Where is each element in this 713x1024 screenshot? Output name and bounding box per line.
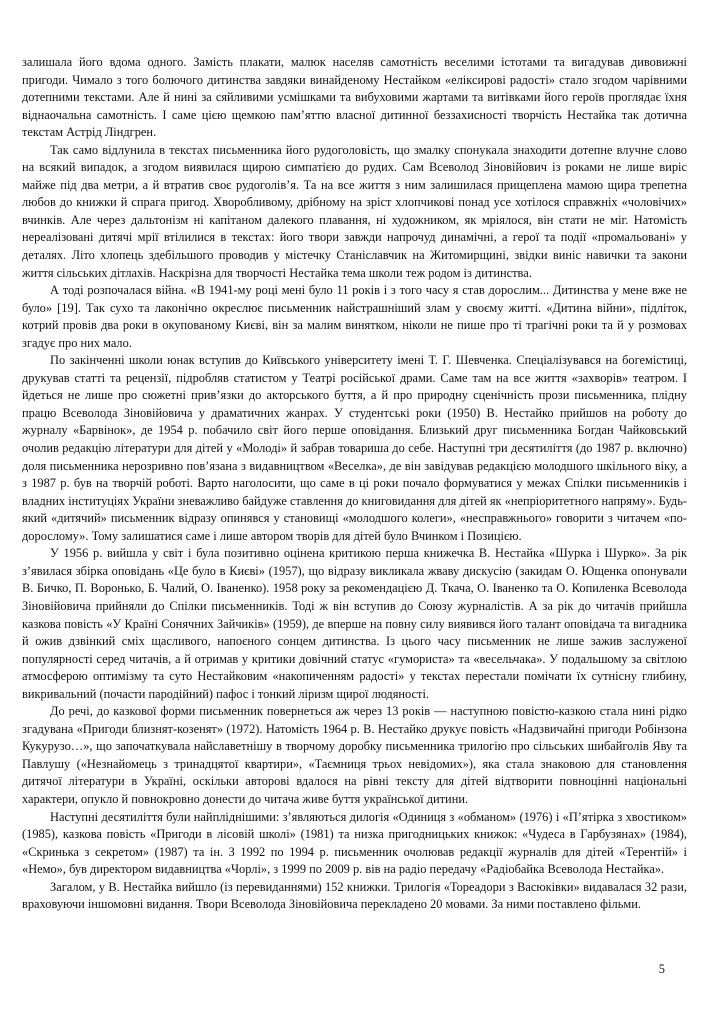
paragraph-7: Наступні десятиліття були найпліднішими: з’являються дилогія «Одиниця з «обманом» (1976) і «П’ятірка з хвостиком» (1985), казкова повість «Пригоди в лісовій школі» (1981) та низка пригодницьких книжок: «Чудеса в Гарбузянах» (1984), «Скринька з секретом» (1987) та ін. З 1992 по 1994 р. письменник очолював редакції журналів для дітей «Терентій» і «Немо», був директором видавництва «Чорлі», з 1999 по 2009 р. вів на радіо передачу «Радіобайка Всеволода Нестайка». (22, 809, 687, 877)
paragraph-5: У 1956 р. вийшла у світ і була позитивно оцінена критикою перша книжечка В. Нестайка «Шурка і Шурко». За рік з’явилася збірка оповідань «Це було в Києві» (1957), що відразу викликала жваву дискусію (закидам О. Ющенка опонували В. Бичко, П. Воронько, Б. Чалий, О. Іваненко). 1958 року за рекомендацією Д. Ткача, О. Іваненко та О. Копиленка Всеволода Зіновійовича прийняли до Спілки письменників. Тоді ж він вступив до Союзу журналістів. А за рік до читачів прийшла казкова повість «У Країні Сонячних Зайчиків» (1959), де вперше на повну силу виявився його талант оповідача та вигадника й ожив дзвінкий сміх щасливого, напоєного сонцем дитинства. Із цього часу письменник не лише зажив заслуженої популярності серед читачів, а й отримав у критики довічний статус «гумориста» та «весельчака». У подальшому за світлою атмосферою оптимізму та суто Нестайковим «накопиченням радості» у текстах перестали помічати їх сутнісну глибину, викривальний (почасти пародійний) пафос і тонкий ліризм щирої людяності. (22, 546, 687, 701)
paragraph-8: Загалом, у В. Нестайка вийшло (із перевиданнями) 152 книжки. Трилогія «Тореадори з Васюківки» видавалася 32 рази, враховуючи іншомовні видання. Твори Всеволода Зіновійовича перекладено 20 мовами. За ними поставлено фільми. (22, 879, 687, 912)
paragraph-2: Так само відлунила в текстах письменника його рудоголовість, що змалку спонукала знаходити дотепне влучне слово на всякий випадок, а згодом виявилася щирою симпатією до рудих. Сам Всеволод Зіновійович із роками не лише виріс майже під два метри, а й втратив своє рудоголів’я. Та на все життя з ним залишилася прищеплена мамою щира трепетна любов до книжки й спрага пригод. Хворобливому, дрібному на зріст хлопчикові понад усе хотілося справжніх «чоловічих» вчинків. Але через дальтонізм ні капітаном далекого плавання, ні художником, як мріялося, він стати не міг. Натомість нереалізовані дитячі мрії втілилися в текстах: його твори завжди напрочуд динамічні, а герої та події «промальовані» у деталях. Літо хлопець здебільшого проводив у містечку Станіславчик на Житомирщині, звідки виніс навички та закони життя сільських дітлахів. Наскрізна для творчості Нестайка тема школи теж родом із дитинства. (22, 142, 687, 280)
paragraph-3: А тоді розпочалася війна. «В 1941-му році мені було 11 років і з того часу я став дорослим... Дитинства у мене вже не було» [19]. Так сухо та лаконічно окреслює письменник найстрашніший злам у своєму житті. «Дитина війни», підліток, котрий провів два роки в окупованому Києві, він за малим винятком, ніколи не пише про ті трагічні роки та й у розмовах згадує про них мало. (22, 283, 687, 350)
paragraph-4: По закінченні школи юнак вступив до Київського університету імені Т. Г. Шевченка. Спеціалізувався на богемістиці, друкував статті та рецензії, підробляв статистом у Театрі російської драми. Саме там на все життя «захворів» театром. І йдеться не лише про сюжетні прив’язки до акторського буття, а й про природну сценічність прози письменника, плідну працю Всеволода Зіновійовича у драматичних жанрах. У студентські роки (1950) В. Нестайко прийшов на роботу до журналу «Барвінок», де 1954 р. побачило світ його перше оповідання. Близький друг письменника Богдан Чайковський очолив редакцію літератури для дітей у «Молоді» й забрав товариша до себе. Наступні три десятиліття (до 1987 р. включно) доля письменника нерозривно пов’язана з видавництвом «Веселка», де він завідував редакцією молодшого шкільного віку, а з 1987 р. був на творчій роботі. Варто наголосити, що саме в ці роки почало формуватися у межах Спілки письменників і владних інституціях України зневажливо байдуже ставлення до книговидання для дітей як «непріоритетного напряму». Будь-який «дитячий» письменник відразу опинявся у становищі «молодшого колеги», «несправжнього» говорити з читачем «по-дорослому». Тому залишатися саме і лише автором творів для дітей було Вчинком і Позицією. (22, 353, 688, 543)
document-body (22, 54, 687, 914)
paragraph-6: До речі, до казкової форми письменник повернеться аж через 13 років — наступною повістю-казкою стала нині рідко згадувана «Пригоди близнят-козенят» (1972). Натомість 1964 р. В. Нестайко друкує повість «Надзвичайні пригоди Робінзона Кукурузо…», що започаткувала найславетнішу в творчому доробку письменника трилогію про сільських шибайголів Яву та Павлушу («Незнайомець з тринадцятої квартири», «Таємниця трьох невідомих»), яка стала знаковою для становлення дитячої літератури в Україні, оскільки авторові вдалося на рівні тексту для дітей відтворити повноцінні національні характери, опукло й повнокровно донести до читача живе буття української дитини. (22, 704, 687, 806)
page-number: 5 (658, 962, 665, 976)
paragraph-1: залишала його вдома одного. Замість плакати, малюк населяв самотність веселими істотами та вигадував дивовижні пригоди. Чимало з того болючого дитинства завдяки винайденому Нестайком «еліксирові радості» стало згодом чарівними дотепними текстами. Але й нині за сяйливими усмішками та вибуховими жартами та витівками його героїв проглядає їхня віднаочальна самотність. І саме цією щемкою пам’яттю власної дитинної беззахисності творчість Нестайка так дотична текстам Астрід Ліндгрен. (22, 55, 687, 140)
